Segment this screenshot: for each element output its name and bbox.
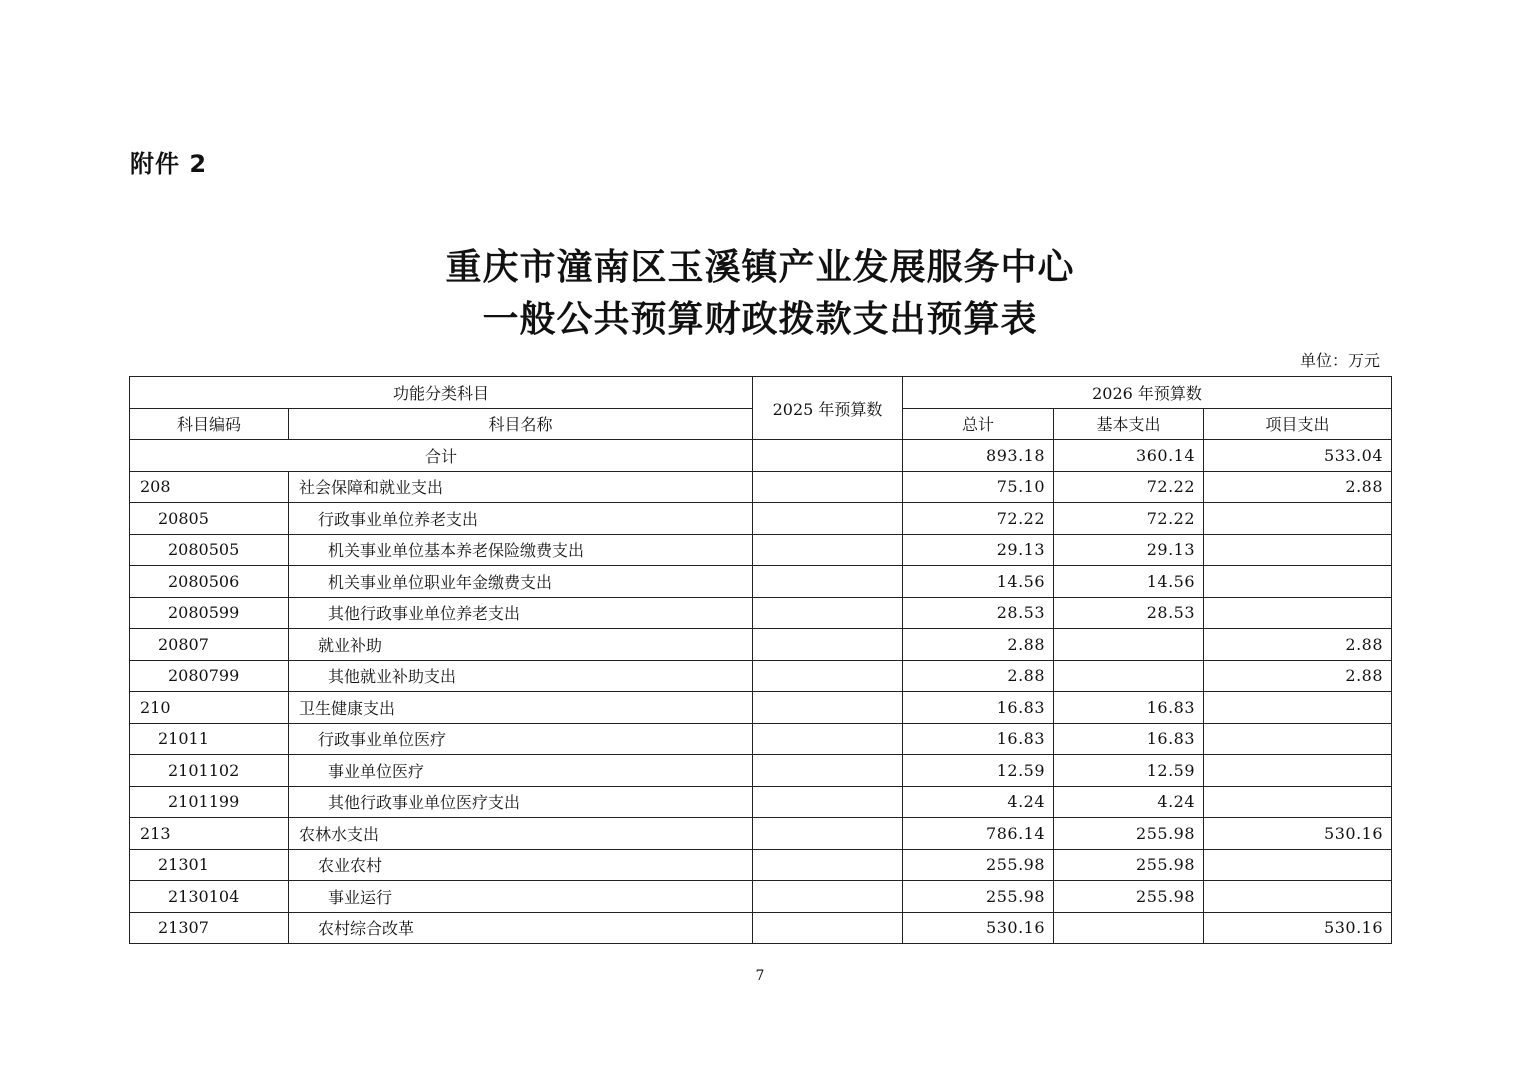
- row-total: 786.14: [903, 818, 1054, 850]
- row-name: 事业运行: [289, 881, 753, 913]
- total-row: [130, 440, 1392, 472]
- row-total: 16.83: [903, 692, 1054, 724]
- row-code: 213: [130, 818, 289, 850]
- row-budget-2025: [753, 629, 903, 661]
- row-code: 21301: [130, 849, 289, 881]
- header-total: 总计: [903, 408, 1054, 440]
- row-budget-2025: [753, 660, 903, 692]
- row-project: [1204, 597, 1392, 629]
- row-budget-2025: [753, 818, 903, 850]
- row-total: 29.13: [903, 534, 1054, 566]
- total-basic: 360.14: [1054, 440, 1204, 472]
- row-name: 其他行政事业单位养老支出: [289, 597, 753, 629]
- row-project: [1204, 786, 1392, 818]
- table-row: [130, 471, 1392, 503]
- unit-label: 单位：万元: [1299, 351, 1380, 370]
- row-basic: 4.24: [1054, 786, 1204, 818]
- total-total: 893.18: [903, 440, 1054, 472]
- total-budget-2025: [753, 440, 903, 472]
- row-project: [1204, 723, 1392, 755]
- row-code: 2080505: [130, 534, 289, 566]
- table-row: [130, 534, 1392, 566]
- row-project: [1204, 534, 1392, 566]
- row-basic: 255.98: [1054, 849, 1204, 881]
- row-code: 2101102: [130, 755, 289, 787]
- header-project: 项目支出: [1204, 408, 1392, 440]
- row-basic: 255.98: [1054, 881, 1204, 913]
- row-code: 2080599: [130, 597, 289, 629]
- row-total: 255.98: [903, 849, 1054, 881]
- table-row: [130, 566, 1392, 598]
- row-code: 20807: [130, 629, 289, 661]
- row-name: 卫生健康支出: [289, 692, 753, 724]
- row-budget-2025: [753, 912, 903, 944]
- row-name: 机关事业单位基本养老保险缴费支出: [289, 534, 753, 566]
- row-total: 530.16: [903, 912, 1054, 944]
- row-basic: [1054, 629, 1204, 661]
- row-name: 农业农村: [289, 849, 753, 881]
- row-name: 就业补助: [289, 629, 753, 661]
- table-row: [130, 629, 1392, 661]
- table-row: [130, 786, 1392, 818]
- table-row: [130, 597, 1392, 629]
- header-name: 科目名称: [289, 408, 753, 440]
- row-total: 2.88: [903, 629, 1054, 661]
- row-basic: 255.98: [1054, 818, 1204, 850]
- row-code: 2080799: [130, 660, 289, 692]
- row-budget-2025: [753, 723, 903, 755]
- header-code: 科目编码: [130, 408, 289, 440]
- row-name: 其他就业补助支出: [289, 660, 753, 692]
- row-name: 行政事业单位养老支出: [289, 503, 753, 535]
- row-project: [1204, 755, 1392, 787]
- row-code: 21011: [130, 723, 289, 755]
- row-name: 农林水支出: [289, 818, 753, 850]
- row-project: [1204, 692, 1392, 724]
- row-budget-2025: [753, 692, 903, 724]
- row-project: 2.88: [1204, 629, 1392, 661]
- table-row: [130, 503, 1392, 535]
- table-row: [130, 849, 1392, 881]
- row-basic: 29.13: [1054, 534, 1204, 566]
- row-basic: 14.56: [1054, 566, 1204, 598]
- table-row: [130, 660, 1392, 692]
- row-basic: 12.59: [1054, 755, 1204, 787]
- row-code: 2130104: [130, 881, 289, 913]
- row-name: 行政事业单位医疗: [289, 723, 753, 755]
- row-budget-2025: [753, 786, 903, 818]
- row-basic: 16.83: [1054, 723, 1204, 755]
- row-budget-2025: [753, 849, 903, 881]
- table-row: [130, 755, 1392, 787]
- row-project: [1204, 503, 1392, 535]
- row-basic: 72.22: [1054, 471, 1204, 503]
- header-row-1: [130, 377, 1392, 409]
- row-project: [1204, 566, 1392, 598]
- row-total: 255.98: [903, 881, 1054, 913]
- budget-table-body: [130, 377, 1392, 944]
- row-project: 2.88: [1204, 660, 1392, 692]
- total-label: 合计: [130, 440, 753, 472]
- row-total: 72.22: [903, 503, 1054, 535]
- row-name: 事业单位医疗: [289, 755, 753, 787]
- row-total: 12.59: [903, 755, 1054, 787]
- row-code: 2080506: [130, 566, 289, 598]
- row-total: 16.83: [903, 723, 1054, 755]
- header-budget-2025: 2025 年预算数: [753, 377, 903, 440]
- row-budget-2025: [753, 755, 903, 787]
- row-code: 20805: [130, 503, 289, 535]
- attachment-label: 附件 2: [130, 150, 208, 178]
- row-code: 208: [130, 471, 289, 503]
- row-budget-2025: [753, 471, 903, 503]
- row-total: 28.53: [903, 597, 1054, 629]
- table-row: [130, 881, 1392, 913]
- header-basic: 基本支出: [1054, 408, 1204, 440]
- row-name: 农村综合改革: [289, 912, 753, 944]
- row-total: 75.10: [903, 471, 1054, 503]
- document-title-line-2: 一般公共预算财政拨款支出预算表: [482, 299, 1038, 340]
- row-basic: 16.83: [1054, 692, 1204, 724]
- row-total: 2.88: [903, 660, 1054, 692]
- row-budget-2025: [753, 534, 903, 566]
- table-row: [130, 818, 1392, 850]
- row-basic: 28.53: [1054, 597, 1204, 629]
- row-code: 2101199: [130, 786, 289, 818]
- row-name: 机关事业单位职业年金缴费支出: [289, 566, 753, 598]
- total-project: 533.04: [1204, 440, 1392, 472]
- row-project: 530.16: [1204, 912, 1392, 944]
- page-number: 7: [755, 968, 765, 984]
- row-total: 14.56: [903, 566, 1054, 598]
- document-title-line-1: 重庆市潼南区玉溪镇产业发展服务中心: [445, 247, 1075, 288]
- header-functional-category: 功能分类科目: [130, 377, 753, 409]
- row-budget-2025: [753, 503, 903, 535]
- row-name: 社会保障和就业支出: [289, 471, 753, 503]
- header-budget-2026: 2026 年预算数: [903, 377, 1392, 409]
- row-project: 530.16: [1204, 818, 1392, 850]
- budget-table: [129, 376, 1392, 944]
- row-budget-2025: [753, 597, 903, 629]
- row-budget-2025: [753, 881, 903, 913]
- row-basic: 72.22: [1054, 503, 1204, 535]
- row-total: 4.24: [903, 786, 1054, 818]
- table-row: [130, 692, 1392, 724]
- row-project: 2.88: [1204, 471, 1392, 503]
- table-row: [130, 912, 1392, 944]
- row-basic: [1054, 660, 1204, 692]
- row-project: [1204, 881, 1392, 913]
- table-row: [130, 723, 1392, 755]
- row-project: [1204, 849, 1392, 881]
- row-name: 其他行政事业单位医疗支出: [289, 786, 753, 818]
- row-code: 210: [130, 692, 289, 724]
- row-basic: [1054, 912, 1204, 944]
- row-budget-2025: [753, 566, 903, 598]
- row-code: 21307: [130, 912, 289, 944]
